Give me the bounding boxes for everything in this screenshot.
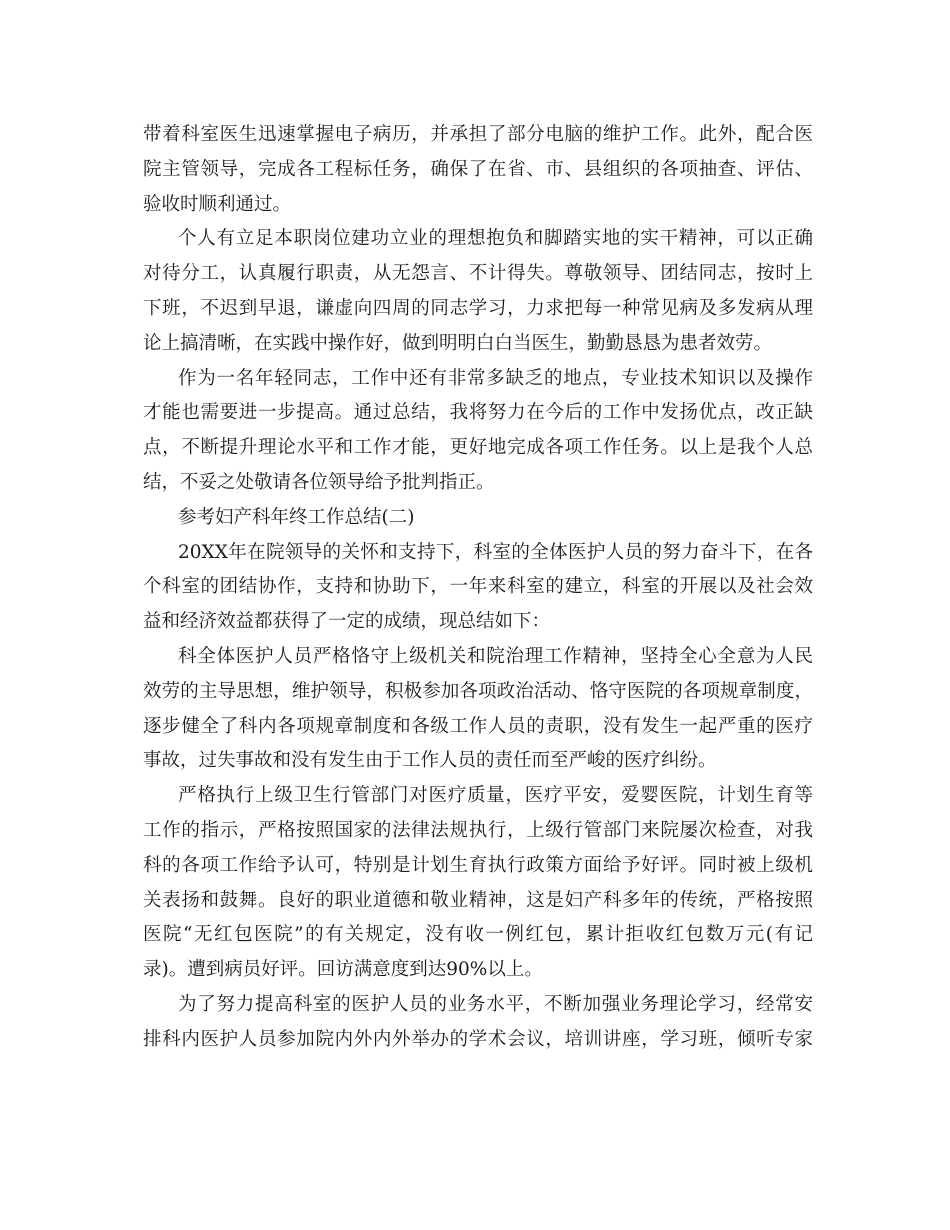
text-line: 参考妇产科年终工作总结(二) [178, 506, 415, 528]
text-line: 科全体医护人员严格恪守上级机关和院治理工作精神，坚持全心全意为人民 [178, 645, 813, 667]
text-line: 严格执行上级卫生行管部门对医疗质量，医疗平安，爱婴医院，计划生育等 [178, 785, 813, 807]
text-line: 工作的指示，严格按照国家的法律法规执行，上级行管部门来院屡次检查，对我 [143, 819, 813, 841]
text-line: 下班，不迟到早退，谦虚向四周的同志学习，力求把每一种常见病及多发病从理 [143, 297, 813, 319]
text-line: 个人有立足本职岗位建功立业的理想抱负和脚踏实地的实干精神，可以正确 [178, 228, 813, 250]
text-line: 验收时顺利通过。 [143, 193, 292, 215]
text-line: 带着科室医生迅速掌握电子病历，并承担了部分电脑的维护工作。此外，配合医 [143, 124, 813, 145]
text-line: 20XX年在院领导的关怀和支持下，科室的全体医护人员的努力奋斗下，在各 [178, 541, 813, 563]
text-line: 点，不断提升理论水平和工作才能，更好地完成各项工作任务。以上是我个人总 [143, 437, 813, 459]
text-line: 才能也需要进一步提高。通过总结，我将努力在今后的工作中发扬优点，改正缺 [143, 402, 813, 424]
document-body [143, 118, 813, 1058]
text-line: 录)。遭到病员好评。回访满意度到达90%以上。 [143, 959, 543, 981]
text-line: 结，不妥之处敬请各位领导给予批判指正。 [143, 471, 495, 493]
text-line: 院主管领导，完成各工程标任务，确保了在省、市、县组织的各项抽查、评估、 [143, 158, 813, 180]
text-line: 事故，过失事故和没有发生由于工作人员的责任而至严峻的医疗纠纷。 [143, 750, 717, 772]
text-line: 科的各项工作给予认可，特别是计划生育执行政策方面给予好评。同时被上级机 [143, 854, 813, 876]
text-line: 排科内医护人员参加院内外内外举办的学术会议，培训讲座，学习班，倾听专家 [143, 1028, 813, 1050]
text-line: 益和经济效益都获得了一定的成绩，现总结如下： [143, 611, 551, 633]
text-line: 医院“无红包医院”的有关规定，没有收一例红包，累计拒收红包数万元(有记 [143, 924, 813, 946]
text-line: 个科室的团结协作，支持和协助下，一年来科室的建立，科室的开展以及社会效 [143, 576, 813, 598]
text-line: 效劳的主导思想，维护领导，积极参加各项政治活动、恪守医院的各项规章制度， [143, 680, 813, 702]
text-line: 为了努力提高科室的医护人员的业务水平，不断加强业务理论学习，经常安 [178, 993, 813, 1015]
text-line: 作为一名年轻同志，工作中还有非常多缺乏的地点，专业技术知识以及操作 [178, 367, 813, 389]
text-line: 关表扬和鼓舞。良好的职业道德和敬业精神，这是妇产科多年的传统，严格按照 [143, 889, 813, 911]
text-line: 逐步健全了科内各项规章制度和各级工作人员的责职，没有发生一起严重的医疗 [143, 715, 813, 737]
text-line: 对待分工，认真履行职责，从无怨言、不计得失。尊敬领导、团结同志，按时上 [143, 263, 813, 285]
text-line: 论上搞清晰，在实践中操作好，做到明明白白当医生，勤勤恳恳为患者效劳。 [143, 332, 773, 354]
